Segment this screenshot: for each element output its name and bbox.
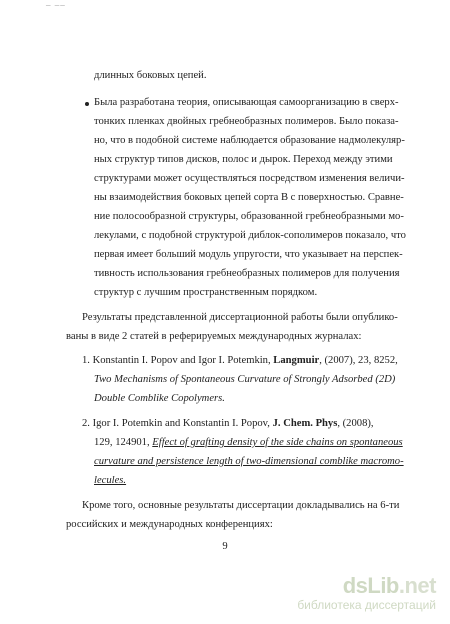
reference-item xyxy=(82,418,374,430)
text-line: лекулами, с подобной структурой диблок-сополимеров показало, что xyxy=(94,230,406,241)
reference-details: , (2007), 23, 8252, xyxy=(319,355,398,366)
watermark-subtitle: библиотека диссертаций xyxy=(297,598,436,612)
reference-authors: Konstantin I. Popov and Igor I. Potemkin, xyxy=(92,355,271,366)
reference-title: Effect of grafting density of the side chains on spontaneous xyxy=(152,437,403,448)
reference-journal: Langmuir xyxy=(273,355,320,366)
reference-title: curvature and persistence length of two-dimensional comblike macromo- xyxy=(94,456,404,467)
reference-title: Two Mechanisms of Spontaneous Curvature of Strongly Adsorbed (2D) xyxy=(94,374,396,385)
reference-title: lecules. xyxy=(94,475,127,486)
text-line: Была разработана теория, описывающая самоорганизацию в сверх- xyxy=(94,97,399,108)
watermark-logo-main: dsLib xyxy=(342,573,399,598)
text-line: российских и международных конференциях: xyxy=(66,519,273,530)
text-line: длинных боковых цепей. xyxy=(94,70,207,81)
text-line: структур с лучшим пространственным порядком. xyxy=(94,287,318,298)
reference-item xyxy=(82,355,398,367)
reference-title: Double Comblike Copolymers. xyxy=(94,393,225,404)
watermark-logo xyxy=(297,574,436,598)
text-line: Результаты представленной диссертационной работы были опублико- xyxy=(82,312,398,323)
scan-top-mark: – –– xyxy=(46,0,66,10)
text-line: ны взаимодействия боковых цепей сорта B с поверхностью. Сравне- xyxy=(94,192,404,203)
reference-details: 129, 124901, xyxy=(94,437,150,448)
reference-details: , (2008), xyxy=(337,418,374,429)
text-line: ваны в виде 2 статей в реферируемых международных журналах: xyxy=(66,331,362,342)
text-line: первая имеет больший модуль упругости, что указывает на перспек- xyxy=(94,249,403,260)
watermark xyxy=(297,574,436,612)
reference-authors: Igor I. Potemkin and Konstantin I. Popov, xyxy=(92,418,270,429)
text-line: Кроме того, основные результаты диссертации докладывались на 6-ти xyxy=(82,500,400,511)
reference-item-line xyxy=(94,437,403,449)
bullet-icon xyxy=(85,102,89,106)
page-number: 9 xyxy=(222,541,228,552)
text-line: тонких пленках двойных гребнеобразных полимеров. Было показа- xyxy=(94,116,399,127)
reference-journal: J. Chem. Phys xyxy=(272,418,338,429)
text-line: тивность использования гребнеобразных полимеров для получения xyxy=(94,268,400,279)
reference-number: 1. xyxy=(82,355,90,366)
text-line: ние полосообразной структуры, образованной гребнеобразными мо- xyxy=(94,211,404,222)
text-line: структурами может осуществляться посредством изменения величи- xyxy=(94,173,405,184)
text-line: но, что в подобной системе наблюдается образование надмолекуляр- xyxy=(94,135,405,146)
watermark-logo-ext: .net xyxy=(398,573,436,598)
text-line: ных структур типов дисков, полос и дырок. Переход между этими xyxy=(94,154,393,165)
reference-number: 2. xyxy=(82,418,90,429)
